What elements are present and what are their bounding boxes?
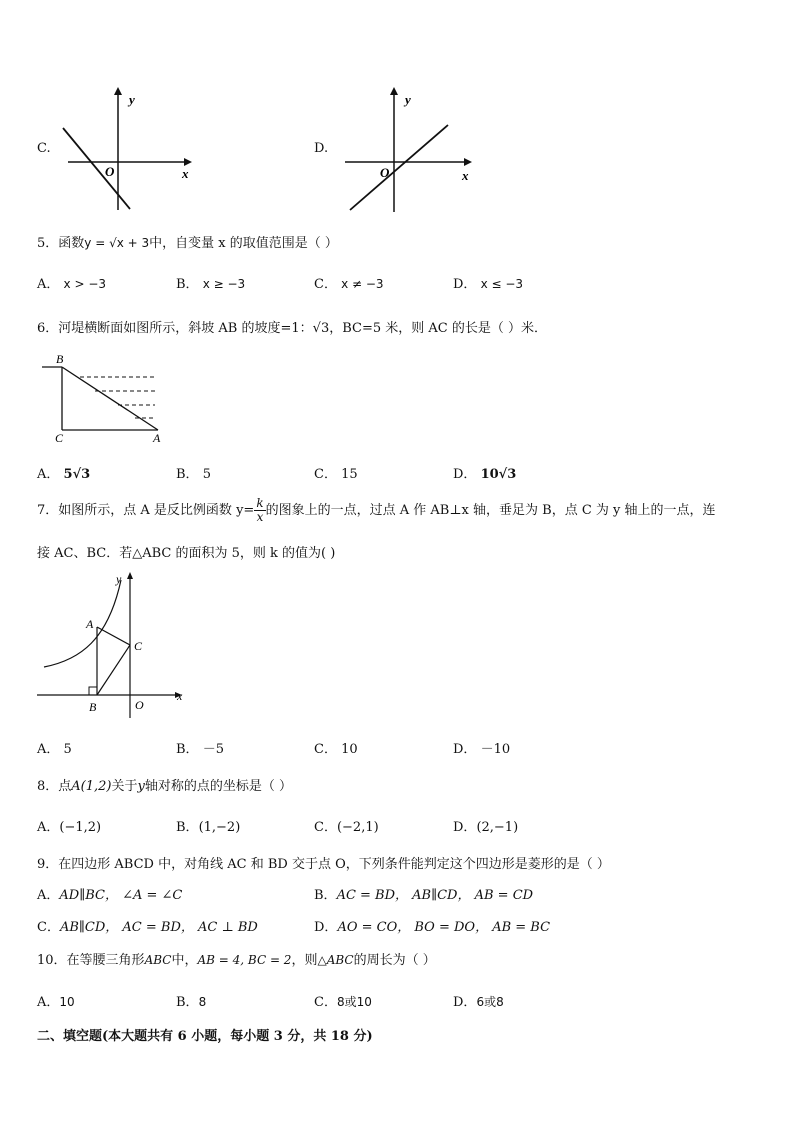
origin-label: O: [105, 164, 115, 179]
question-8: 8．点A(1,2)关于y轴对称的点的坐标是（ ）: [37, 779, 293, 794]
q6-option-b[interactable]: B． 5: [176, 467, 211, 482]
question-7-line2: 接 AC、BC．若△ABC 的面积为 5，则 k 的值为( ): [37, 546, 336, 561]
question-9: 9．在四边形 ABCD 中，对角线 AC 和 BD 交于点 O，下列条件能判定这个四边形是菱形的是（ ）: [37, 857, 610, 872]
option-d-label: D.: [314, 141, 329, 156]
q9-option-b[interactable]: B．AC = BD， AB∥CD， AB = CD: [314, 888, 534, 903]
point-c-label: C: [55, 431, 64, 445]
point-a-label: A: [153, 431, 161, 445]
option-c-label: C.: [37, 141, 51, 156]
q6-option-a[interactable]: A． 5√3: [37, 467, 91, 482]
q9-option-a[interactable]: A．AD∥BC， ∠A = ∠C: [37, 888, 183, 903]
q7-option-d[interactable]: D． －10: [453, 742, 511, 757]
question-7: 7．如图所示，点 A 是反比例函数 y= $\frac{k}{x}$ 的图象上的一点，过点 A 作 AB⊥x 轴，垂足为 B，点 C 为 y 轴上的一点，连: [37, 496, 716, 524]
point-c-label: C: [134, 639, 143, 653]
section-heading: 二、填空题(本大题共有 6 小题，每小题 3 分，共 18 分): [37, 1029, 373, 1044]
q8-option-d[interactable]: D．(2,−1): [453, 820, 519, 835]
q6-option-d[interactable]: D． 10√3: [453, 467, 517, 482]
point-b-label: B: [56, 352, 64, 366]
axis-x-label: x: [462, 168, 469, 183]
q9-option-c[interactable]: C．AB∥CD， AC = BD， AC ⊥ BD: [37, 920, 258, 935]
origin-label: O: [380, 165, 390, 180]
axis-y-label: y: [116, 572, 122, 586]
point-a-label: A: [86, 617, 94, 631]
origin-label: O: [135, 698, 144, 712]
axis-x-label: x: [177, 689, 183, 703]
q7-option-a[interactable]: A． 5: [37, 742, 72, 757]
question-10: 10．在等腰三角形ABC中，AB = 4, BC = 2，则△ABC的周长为（ ）: [37, 953, 436, 968]
q5-formula: y = √x + 3: [84, 236, 150, 250]
q8-option-b[interactable]: B．(1,−2): [176, 820, 241, 835]
q10-option-a[interactable]: A．10: [37, 995, 75, 1010]
q5-option-a[interactable]: A． x > −3: [37, 277, 107, 292]
axis-y-label: y: [405, 92, 411, 107]
q7-option-c[interactable]: C． 10: [314, 742, 358, 757]
q5-option-b[interactable]: B． x ≥ −3: [176, 277, 246, 292]
axis-y-label: y: [129, 92, 135, 107]
question-6: 6．河堤横断面如图所示，斜坡 AB 的坡度=1：√3，BC=5 米，则 AC 的长是（ ）米．: [37, 321, 547, 336]
q8-option-c[interactable]: C．(−2,1): [314, 820, 379, 835]
point-b-label: B: [89, 700, 97, 714]
sqrt3: √3: [312, 321, 330, 336]
fraction-k-over-x: $\frac{k}{x}$: [256, 496, 264, 524]
q7-option-b[interactable]: B． －5: [176, 742, 224, 757]
question-5: 5．函数y = √x + 3中，自变量 x 的取值范围是（ ）: [37, 236, 338, 251]
q10-option-c[interactable]: C．8或10: [314, 995, 372, 1010]
q5-option-c[interactable]: C． x ≠ −3: [314, 277, 384, 292]
point-a1-2: A(1,2): [71, 779, 112, 794]
q9-option-d[interactable]: D．AO = CO， BO = DO， AB = BC: [314, 920, 551, 935]
q6-option-c[interactable]: C． 15: [314, 467, 358, 482]
q10-option-d[interactable]: D．6或8: [453, 995, 504, 1010]
axis-x-label: x: [182, 166, 189, 181]
q8-option-a[interactable]: A．(−1,2): [37, 820, 102, 835]
q10-option-b[interactable]: B．8: [176, 995, 207, 1010]
q5-option-d[interactable]: D． x ≤ −3: [453, 277, 524, 292]
